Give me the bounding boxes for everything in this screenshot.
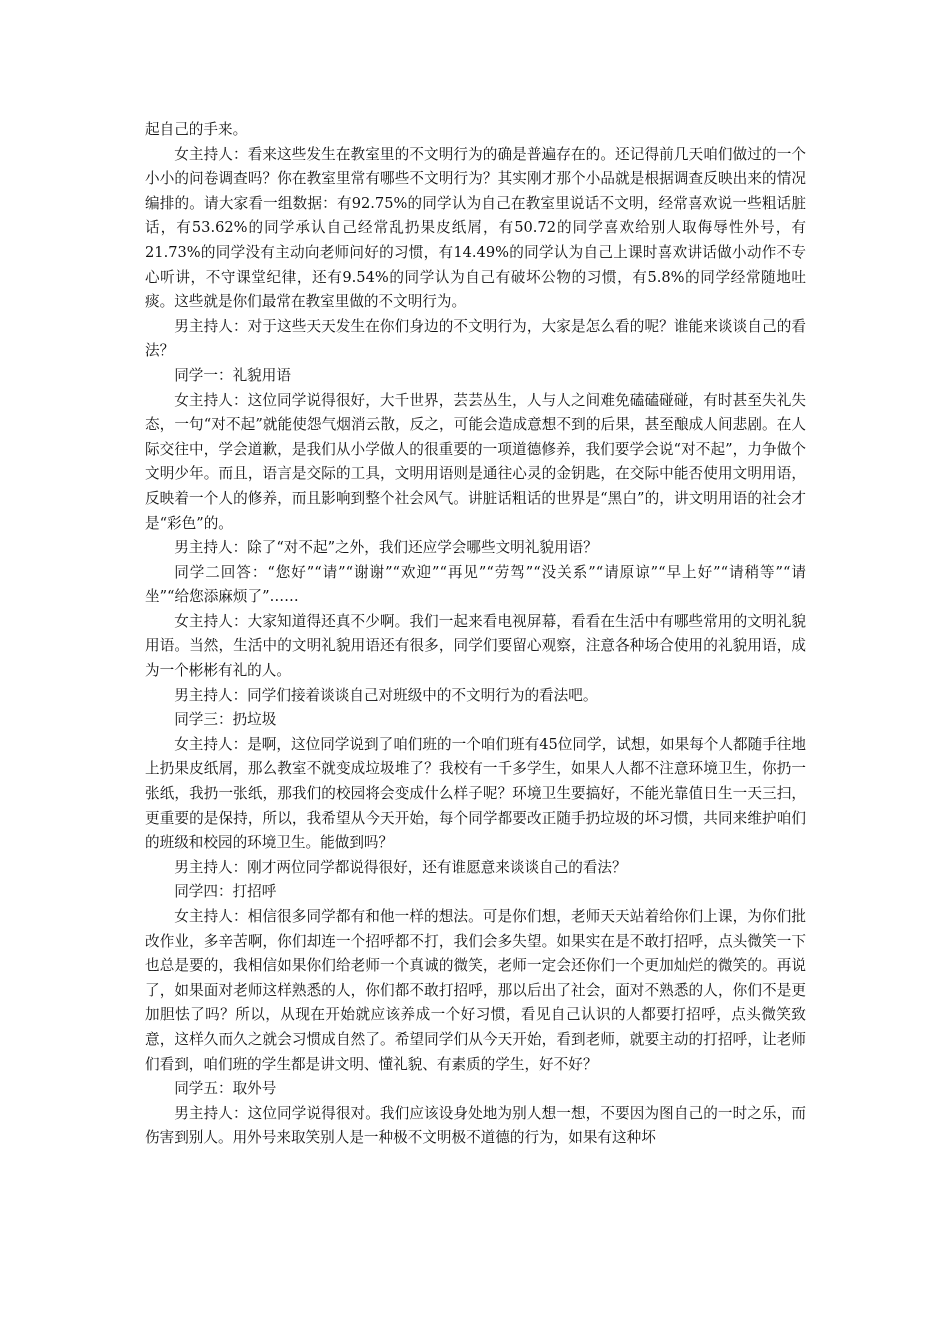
paragraph-student-four: 同学四：打招呼 <box>174 883 277 901</box>
paragraph-female-host-apology: 女主持人：这位同学说得很好，大千世界，芸芸丛生，人与人之间难免磕磕碰碰，有时甚至失礼失态，一句“对不起”就能使怨气烟消云散，反之，可能会造成意想不到的后果，甚至酿成人间悲剧。在人际交往中，学会道歉，是我们从小学做人的很重要的一项道德修养，我们要学会说“对不起”，力争做个文明少年。而且，语言是交际的工具，文明用语则是通往心灵的金钥匙，在交际中能否使用文明用语，反映着一个人的修养，而且影响到整个社会风气。讲脏话粗话的世界是“黑白”的，讲文明用语的社会才是“彩色”的。 <box>145 391 806 532</box>
paragraph-female-host-tv: 女主持人：大家知道得还真不少啊。我们一起来看电视屏幕，看看在生活中有哪些常用的文明礼貌用语。当然，生活中的文明礼貌用语还有很多，同学们要留心观察，注意各种场合使用的礼貌用语，成为一个彬彬有礼的人。 <box>145 612 806 680</box>
paragraph-student-two-answer: 同学二回答：“您好”“请”“谢谢”“欢迎”“再见”“劳驾”“没关系”“请原谅”“早上好”“请稍等”“请坐”“给您添麻烦了”…… <box>145 563 806 606</box>
paragraph-male-host-nicknames: 男主持人：这位同学说得很对。我们应该设身处地为别人想一想，不要因为图自己的一时之乐，而伤害到别人。用外号来取笑别人是一种极不文明极不道德的行为，如果有这种坏 <box>145 1104 806 1147</box>
paragraph-student-three: 同学三：扔垃圾 <box>174 711 277 729</box>
document-page <box>145 118 806 1151</box>
paragraph-student-one: 同学一：礼貌用语 <box>174 366 291 384</box>
paragraph-continuation: 起自己的手来。 <box>145 121 248 138</box>
paragraph-male-host-question: 男主持人：对于这些天天发生在你们身边的不文明行为，大家是怎么看的呢？谁能来谈谈自己的看法？ <box>145 317 806 360</box>
paragraph-male-host-more-views: 男主持人：刚才两位同学都说得很好，还有谁愿意来谈谈自己的看法？ <box>174 858 627 876</box>
paragraph-male-host-polite-words: 男主持人：除了“对不起”之外，我们还应学会哪些文明礼貌用语？ <box>174 539 598 557</box>
paragraph-female-host-litter: 女主持人：是啊，这位同学说到了咱们班的一个咱们班有45位同学，试想，如果每个人都随手往地上扔果皮纸屑，那么教室不就变成垃圾堆了？我校有一千多学生，如果人人都不注意环境卫生，你扔一张纸，我扔一张纸，那我们的校园将会变成什么样子呢？环境卫生要搞好，不能光靠值日生一天三扫，更重要的是保持，所以，我希望从今天开始，每个同学都要改正随手扔垃圾的坏习惯，共同来维护咱们的班级和校园的环境卫生。能做到吗？ <box>145 735 806 852</box>
paragraph-student-five: 同学五：取外号 <box>174 1080 277 1098</box>
paragraph-male-host-continue: 男主持人：同学们接着谈谈自己对班级中的不文明行为的看法吧。 <box>174 686 598 704</box>
paragraph-female-host-greeting: 女主持人：相信很多同学都有和他一样的想法。可是你们想，老师天天站着给你们上课，为你们批改作业，多辛苦啊，你们却连一个招呼都不打，我们会多失望。如果实在是不敢打招呼，点头微笑一下也总是要的，我相信如果你们给老师一个真诚的微笑，老师一定会还你们一个更加灿烂的微笑的。再说了，如果面对老师这样熟悉的人，你们都不敢打招呼，那以后出了社会，面对不熟悉的人，你们不是更加胆怯了吗？所以，从现在开始就应该养成一个好习惯，看见自己认识的人都要打招呼，点头微笑致意，这样久而久之就会习惯成自然了。希望同学们从今天开始，看到老师，就要主动的打招呼，让老师们看到，咱们班的学生都是讲文明、懂礼貌、有素质的学生，好不好？ <box>145 908 806 1073</box>
paragraph-female-host-survey: 女主持人：看来这些发生在教室里的不文明行为的确是普遍存在的。还记得前几天咱们做过的一个小小的问卷调查吗？你在教室里常有哪些不文明行为？其实刚才那个小品就是根据调查反映出来的情况编排的。请大家看一组数据：有92.75%的同学认为自己在教室里说话不文明，经常喜欢说一些粗话脏话，有53.62%的同学承认自己经常乱扔果皮纸屑，有50.72的同学喜欢给别人取侮辱性外号，有21.73%的同学没有主动向老师问好的习惯，有14.49%的同学认为自己上课时喜欢讲话做小动作不专心听讲，不守课堂纪律，还有9.54%的同学认为自己有破坏公物的习惯，有5.8%的同学经常随地吐痰。这些就是你们最常在教室里做的不文明行为。 <box>145 145 806 311</box>
